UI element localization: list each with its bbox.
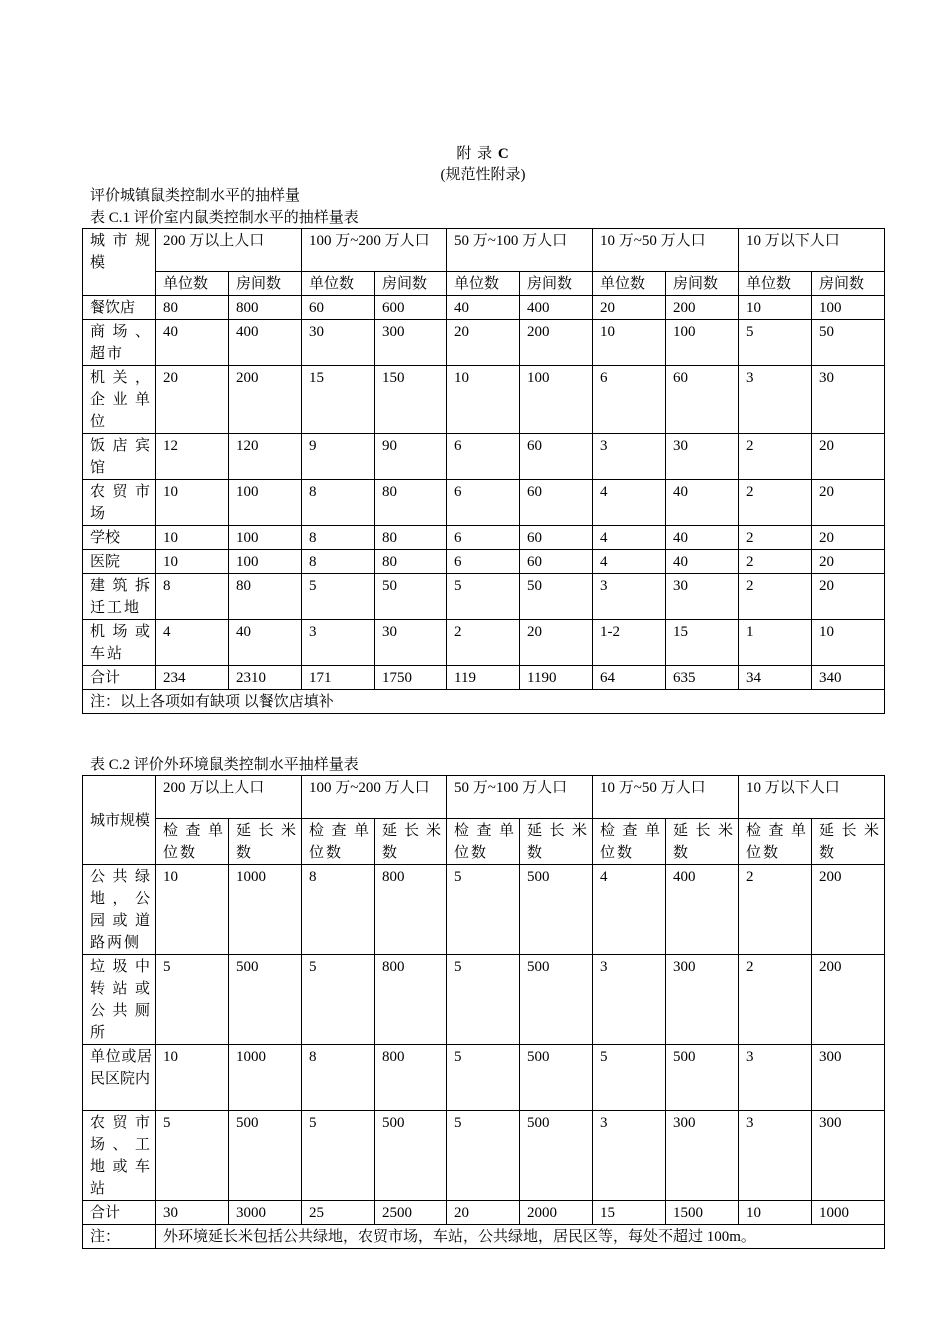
table-row — [83, 620, 885, 666]
column-header: 延长米数 — [520, 819, 593, 865]
table-note-label: 注： — [83, 1225, 156, 1249]
row-label: 单位或居民区院内 — [83, 1045, 156, 1111]
row-label: 合计 — [83, 666, 156, 690]
table-cell: 2 — [739, 955, 812, 1045]
table-row — [83, 574, 885, 620]
table-cell: 3 — [739, 366, 812, 434]
table-cell: 60 — [520, 550, 593, 574]
table-cell: 50 — [375, 574, 447, 620]
table-cell: 1000 — [812, 1201, 885, 1225]
column-header: 检查单位数 — [447, 819, 520, 865]
table-cell: 400 — [520, 296, 593, 320]
table-row — [83, 1111, 885, 1201]
table-cell: 5 — [593, 1045, 666, 1111]
table-cell: 3 — [739, 1045, 812, 1111]
table-cell: 20 — [593, 296, 666, 320]
table-cell: 5 — [447, 1045, 520, 1111]
table-cell: 5 — [739, 320, 812, 366]
table-cell: 200 — [812, 955, 885, 1045]
row-label: 公共绿地，公园或道路两侧 — [83, 865, 156, 955]
table-cell: 8 — [302, 865, 375, 955]
table-cell: 10 — [156, 480, 229, 526]
table-cell: 20 — [812, 574, 885, 620]
table-cell: 8 — [302, 1045, 375, 1111]
table-cell: 80 — [375, 550, 447, 574]
indoor-sampling-table — [82, 228, 885, 714]
table2-caption: 表 C.2 评价外环境鼠类控制水平抽样量表 — [90, 757, 359, 773]
table-cell: 2 — [739, 434, 812, 480]
table-cell: 40 — [156, 320, 229, 366]
table1-caption: 表 C.1 评价室内鼠类控制水平的抽样量表 — [90, 210, 359, 226]
table-row — [83, 366, 885, 434]
table-cell: 15 — [593, 1201, 666, 1225]
table-cell: 3 — [593, 955, 666, 1045]
table-cell: 10 — [156, 1045, 229, 1111]
column-header: 延长米数 — [375, 819, 447, 865]
table-cell: 8 — [302, 480, 375, 526]
table-cell: 2 — [739, 574, 812, 620]
table-cell: 10 — [447, 366, 520, 434]
group-header: 10 万~50 万人口 — [593, 229, 739, 272]
table-cell: 4 — [156, 620, 229, 666]
table-cell: 1000 — [229, 865, 302, 955]
table-cell: 40 — [666, 526, 739, 550]
table-cell: 5 — [302, 1111, 375, 1201]
table-cell: 100 — [520, 366, 593, 434]
table-cell: 2 — [739, 865, 812, 955]
table-header-row — [83, 229, 885, 272]
table-row — [83, 526, 885, 550]
column-header: 延长米数 — [229, 819, 302, 865]
table-cell: 800 — [375, 955, 447, 1045]
table-subheader-row — [83, 819, 885, 865]
table-row — [83, 480, 885, 526]
table-cell: 10 — [156, 526, 229, 550]
table-cell: 1750 — [375, 666, 447, 690]
row-label: 垃圾中转站或公共厕所 — [83, 955, 156, 1045]
column-header: 单位数 — [593, 272, 666, 296]
table-cell: 15 — [666, 620, 739, 666]
table-cell: 30 — [666, 434, 739, 480]
corner-header: 城市规模 — [83, 229, 156, 296]
table-cell: 20 — [812, 550, 885, 574]
table-cell: 8 — [302, 550, 375, 574]
table-cell: 10 — [593, 320, 666, 366]
table-subheader-row — [83, 272, 885, 296]
column-header: 房间数 — [229, 272, 302, 296]
table-cell: 10 — [156, 550, 229, 574]
table-cell: 60 — [520, 434, 593, 480]
table-cell: 9 — [302, 434, 375, 480]
row-label: 医院 — [83, 550, 156, 574]
table-cell: 800 — [229, 296, 302, 320]
table-cell: 60 — [302, 296, 375, 320]
table-cell: 2500 — [375, 1201, 447, 1225]
table-cell: 635 — [666, 666, 739, 690]
table-cell: 3 — [593, 434, 666, 480]
table-cell: 2 — [739, 526, 812, 550]
column-header: 检查单位数 — [593, 819, 666, 865]
column-header: 房间数 — [520, 272, 593, 296]
table-cell: 2 — [739, 550, 812, 574]
table-cell: 10 — [739, 1201, 812, 1225]
table-cell: 80 — [229, 574, 302, 620]
table-cell: 3 — [302, 620, 375, 666]
section-heading: 评价城镇鼠类控制水平的抽样量 — [90, 188, 301, 204]
table-cell: 15 — [302, 366, 375, 434]
table-cell: 90 — [375, 434, 447, 480]
table-row — [83, 955, 885, 1045]
column-header: 延长米数 — [666, 819, 739, 865]
table-row — [83, 320, 885, 366]
table-header-row — [83, 776, 885, 819]
row-label: 合计 — [83, 1201, 156, 1225]
table-note-row — [83, 1225, 885, 1249]
table-cell: 6 — [593, 366, 666, 434]
table-row — [83, 550, 885, 574]
table-cell: 60 — [520, 480, 593, 526]
group-header: 200 万以上人口 — [156, 776, 302, 819]
table-cell: 6 — [447, 434, 520, 480]
table-cell: 100 — [229, 480, 302, 526]
row-label: 机场或车站 — [83, 620, 156, 666]
row-label: 建筑拆迁工地 — [83, 574, 156, 620]
table-cell: 5 — [302, 955, 375, 1045]
table-cell: 4 — [593, 526, 666, 550]
table-cell: 500 — [229, 1111, 302, 1201]
table-cell: 1190 — [520, 666, 593, 690]
table-cell: 150 — [375, 366, 447, 434]
table-cell: 200 — [520, 320, 593, 366]
row-label: 机关，企业单位 — [83, 366, 156, 434]
group-header: 100 万~200 万人口 — [302, 776, 447, 819]
column-header: 检查单位数 — [302, 819, 375, 865]
table-total-row — [83, 666, 885, 690]
table-cell: 300 — [812, 1045, 885, 1111]
table-cell: 80 — [156, 296, 229, 320]
table-cell: 2 — [739, 480, 812, 526]
group-header: 50 万~100 万人口 — [447, 229, 593, 272]
table-cell: 6 — [447, 550, 520, 574]
table-cell: 300 — [666, 955, 739, 1045]
table-cell: 30 — [812, 366, 885, 434]
table-cell: 64 — [593, 666, 666, 690]
table-cell: 800 — [375, 865, 447, 955]
table-cell: 10 — [156, 865, 229, 955]
table-cell: 30 — [156, 1201, 229, 1225]
table-cell: 200 — [666, 296, 739, 320]
table-cell: 10 — [812, 620, 885, 666]
table-row — [83, 1045, 885, 1111]
group-header: 10 万以下人口 — [739, 229, 885, 272]
table-cell: 50 — [520, 574, 593, 620]
column-header: 单位数 — [447, 272, 520, 296]
table-cell: 6 — [447, 526, 520, 550]
table-cell: 60 — [666, 366, 739, 434]
group-header: 10 万以下人口 — [739, 776, 885, 819]
column-header: 检查单位数 — [739, 819, 812, 865]
table-cell: 400 — [229, 320, 302, 366]
appendix-title-prefix: 附 录 — [456, 146, 494, 162]
table-cell: 300 — [666, 1111, 739, 1201]
table-cell: 20 — [447, 320, 520, 366]
table-cell: 40 — [229, 620, 302, 666]
table-cell: 5 — [447, 865, 520, 955]
table-cell: 1-2 — [593, 620, 666, 666]
table-cell: 1000 — [229, 1045, 302, 1111]
table-cell: 500 — [666, 1045, 739, 1111]
corner-header: 城市规模 — [83, 776, 156, 865]
table-total-row — [83, 1201, 885, 1225]
table-cell: 2 — [447, 620, 520, 666]
appendix-letter: C — [497, 146, 510, 162]
table-cell: 100 — [812, 296, 885, 320]
group-header: 200 万以上人口 — [156, 229, 302, 272]
table-cell: 80 — [375, 526, 447, 550]
row-label: 学校 — [83, 526, 156, 550]
table-row — [83, 296, 885, 320]
table-cell: 30 — [375, 620, 447, 666]
column-header: 房间数 — [666, 272, 739, 296]
table-note: 外环境延长米包括公共绿地，农贸市场，车站，公共绿地，居民区等，每处不超过 100m。 — [156, 1225, 885, 1249]
row-label: 农贸市场 — [83, 480, 156, 526]
table-cell: 5 — [447, 955, 520, 1045]
table-cell: 5 — [302, 574, 375, 620]
table-cell: 800 — [375, 1045, 447, 1111]
table-cell: 500 — [375, 1111, 447, 1201]
table-cell: 100 — [229, 526, 302, 550]
outdoor-sampling-table — [82, 775, 885, 1249]
table-row — [83, 865, 885, 955]
group-header: 50 万~100 万人口 — [447, 776, 593, 819]
table-cell: 300 — [812, 1111, 885, 1201]
table-cell: 6 — [447, 480, 520, 526]
column-header: 单位数 — [302, 272, 375, 296]
table-cell: 3 — [593, 1111, 666, 1201]
table-cell: 1500 — [666, 1201, 739, 1225]
table-cell: 30 — [302, 320, 375, 366]
table-cell: 2310 — [229, 666, 302, 690]
table-cell: 40 — [666, 480, 739, 526]
column-header: 检查单位数 — [156, 819, 229, 865]
table-cell: 12 — [156, 434, 229, 480]
table-cell: 2000 — [520, 1201, 593, 1225]
table-note-row — [83, 690, 885, 714]
table-cell: 100 — [229, 550, 302, 574]
table-cell: 10 — [739, 296, 812, 320]
table-cell: 3000 — [229, 1201, 302, 1225]
column-header: 房间数 — [375, 272, 447, 296]
table-cell: 8 — [302, 526, 375, 550]
row-label: 饭店宾馆 — [83, 434, 156, 480]
table-row — [83, 434, 885, 480]
table-cell: 200 — [812, 865, 885, 955]
row-label: 农贸市场、工地或车站 — [83, 1111, 156, 1201]
table-cell: 400 — [666, 865, 739, 955]
table-cell: 500 — [520, 1045, 593, 1111]
table-cell: 50 — [812, 320, 885, 366]
table-cell: 5 — [156, 955, 229, 1045]
table-cell: 20 — [812, 526, 885, 550]
table-cell: 500 — [520, 955, 593, 1045]
column-header: 延长米数 — [812, 819, 885, 865]
table-cell: 4 — [593, 550, 666, 574]
column-header: 单位数 — [739, 272, 812, 296]
group-header: 100 万~200 万人口 — [302, 229, 447, 272]
table-cell: 34 — [739, 666, 812, 690]
table-cell: 1 — [739, 620, 812, 666]
table-cell: 120 — [229, 434, 302, 480]
table-cell: 340 — [812, 666, 885, 690]
table-cell: 40 — [447, 296, 520, 320]
table-cell: 500 — [520, 1111, 593, 1201]
table-cell: 4 — [593, 865, 666, 955]
table-cell: 25 — [302, 1201, 375, 1225]
table-cell: 40 — [666, 550, 739, 574]
table-cell: 234 — [156, 666, 229, 690]
row-label: 餐饮店 — [83, 296, 156, 320]
table-cell: 20 — [812, 480, 885, 526]
table-cell: 30 — [666, 574, 739, 620]
table-cell: 500 — [520, 865, 593, 955]
table-cell: 500 — [229, 955, 302, 1045]
table-cell: 60 — [520, 526, 593, 550]
table-cell: 5 — [447, 1111, 520, 1201]
table-cell: 4 — [593, 480, 666, 526]
appendix-subtitle: (规范性附录) — [440, 167, 526, 183]
appendix-title — [0, 144, 950, 164]
table-cell: 100 — [666, 320, 739, 366]
table-cell: 171 — [302, 666, 375, 690]
table-cell: 600 — [375, 296, 447, 320]
table-cell: 20 — [156, 366, 229, 434]
column-header: 房间数 — [812, 272, 885, 296]
table-cell: 3 — [593, 574, 666, 620]
table-cell: 8 — [156, 574, 229, 620]
table-cell: 300 — [375, 320, 447, 366]
table-cell: 3 — [739, 1111, 812, 1201]
row-label: 商场、超市 — [83, 320, 156, 366]
group-header: 10 万~50 万人口 — [593, 776, 739, 819]
table-cell: 20 — [812, 434, 885, 480]
table-cell: 5 — [156, 1111, 229, 1201]
table-cell: 200 — [229, 366, 302, 434]
table-cell: 119 — [447, 666, 520, 690]
table-note: 注：以上各项如有缺项 以餐饮店填补 — [83, 690, 885, 714]
table-cell: 5 — [447, 574, 520, 620]
table-cell: 20 — [447, 1201, 520, 1225]
column-header: 单位数 — [156, 272, 229, 296]
table-cell: 80 — [375, 480, 447, 526]
table-cell: 20 — [520, 620, 593, 666]
